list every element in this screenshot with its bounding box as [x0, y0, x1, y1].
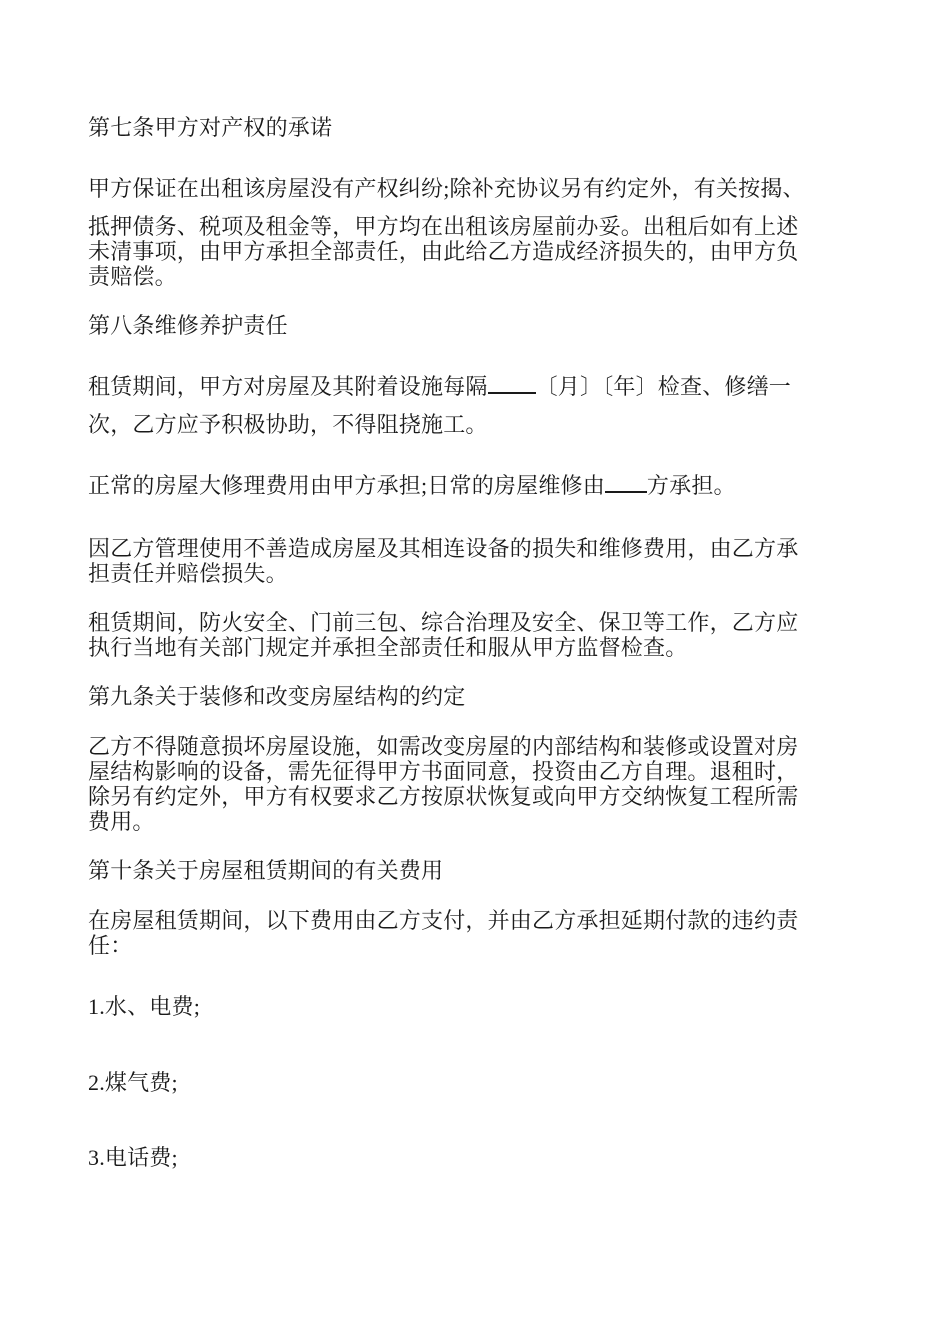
article-8-text: 租赁期间，甲方对房屋及其附着设施每隔: [88, 374, 488, 399]
article-7-paragraph-line: 甲方保证在出租该房屋没有产权纠纷;除补充协议另有约定外，有关按揭、: [88, 176, 805, 201]
article-8-paragraph-line: 担责任并赔偿损失。: [88, 561, 288, 586]
article-7-heading: 第七条甲方对产权的承诺: [88, 115, 333, 140]
article-10-paragraph-line: 在房屋租赁期间，以下费用由乙方支付，并由乙方承担延期付款的违约责: [88, 908, 799, 933]
article-9-paragraph-line: 除另有约定外，甲方有权要求乙方按原状恢复或向甲方交纳恢复工程所需: [88, 784, 799, 809]
article-8-paragraph-line: 执行当地有关部门规定并承担全部责任和服从甲方监督检查。: [88, 635, 688, 660]
article-8-text: 〔月〕〔年〕检查、修缮一: [535, 374, 792, 399]
article-10-paragraph-line: 任：: [88, 933, 133, 958]
article-8-paragraph-line: 次，乙方应予积极协助，不得阻挠施工。: [88, 412, 488, 437]
article-8-paragraph-line: 租赁期间，防火安全、门前三包、综合治理及安全、保卫等工作，乙方应: [88, 610, 799, 635]
article-9-heading: 第九条关于装修和改变房屋结构的约定: [88, 684, 466, 709]
article-7-paragraph-line: 责赔偿。: [88, 264, 177, 289]
article-8-paragraph-line: 因乙方管理使用不善造成房屋及其相连设备的损失和维修费用，由乙方承: [88, 536, 799, 561]
fill-in-blank: [605, 473, 647, 493]
article-9-paragraph-line: 乙方不得随意损坏房屋设施，如需改变房屋的内部结构和装修或设置对房: [88, 734, 799, 759]
article-9-paragraph-line: 费用。: [88, 809, 155, 834]
fee-list-item: 1.水、电费;: [88, 994, 201, 1019]
article-9-paragraph-line: 屋结构影响的设备，需先征得甲方书面同意，投资由乙方自理。退租时，: [88, 759, 799, 784]
article-8-paragraph-line: [88, 374, 791, 399]
article-7-paragraph-line: 未清事项，由甲方承担全部责任，由此给乙方造成经济损失的，由甲方负: [88, 239, 799, 264]
article-8-heading: 第八条维修养护责任: [88, 313, 288, 338]
article-7-paragraph-line: 抵押债务、税项及租金等，甲方均在出租该房屋前办妥。出租后如有上述: [88, 214, 799, 239]
fill-in-blank: [488, 374, 536, 394]
fee-list-item: 2.煤气费;: [88, 1070, 178, 1095]
article-8-text: 方承担。: [646, 473, 736, 498]
article-8-text: 正常的房屋大修理费用由甲方承担;日常的房屋维修由: [88, 473, 605, 498]
fee-list-item: 3.电话费;: [88, 1145, 178, 1170]
article-8-paragraph-line: [88, 473, 736, 498]
article-10-heading: 第十条关于房屋租赁期间的有关费用: [88, 858, 444, 883]
